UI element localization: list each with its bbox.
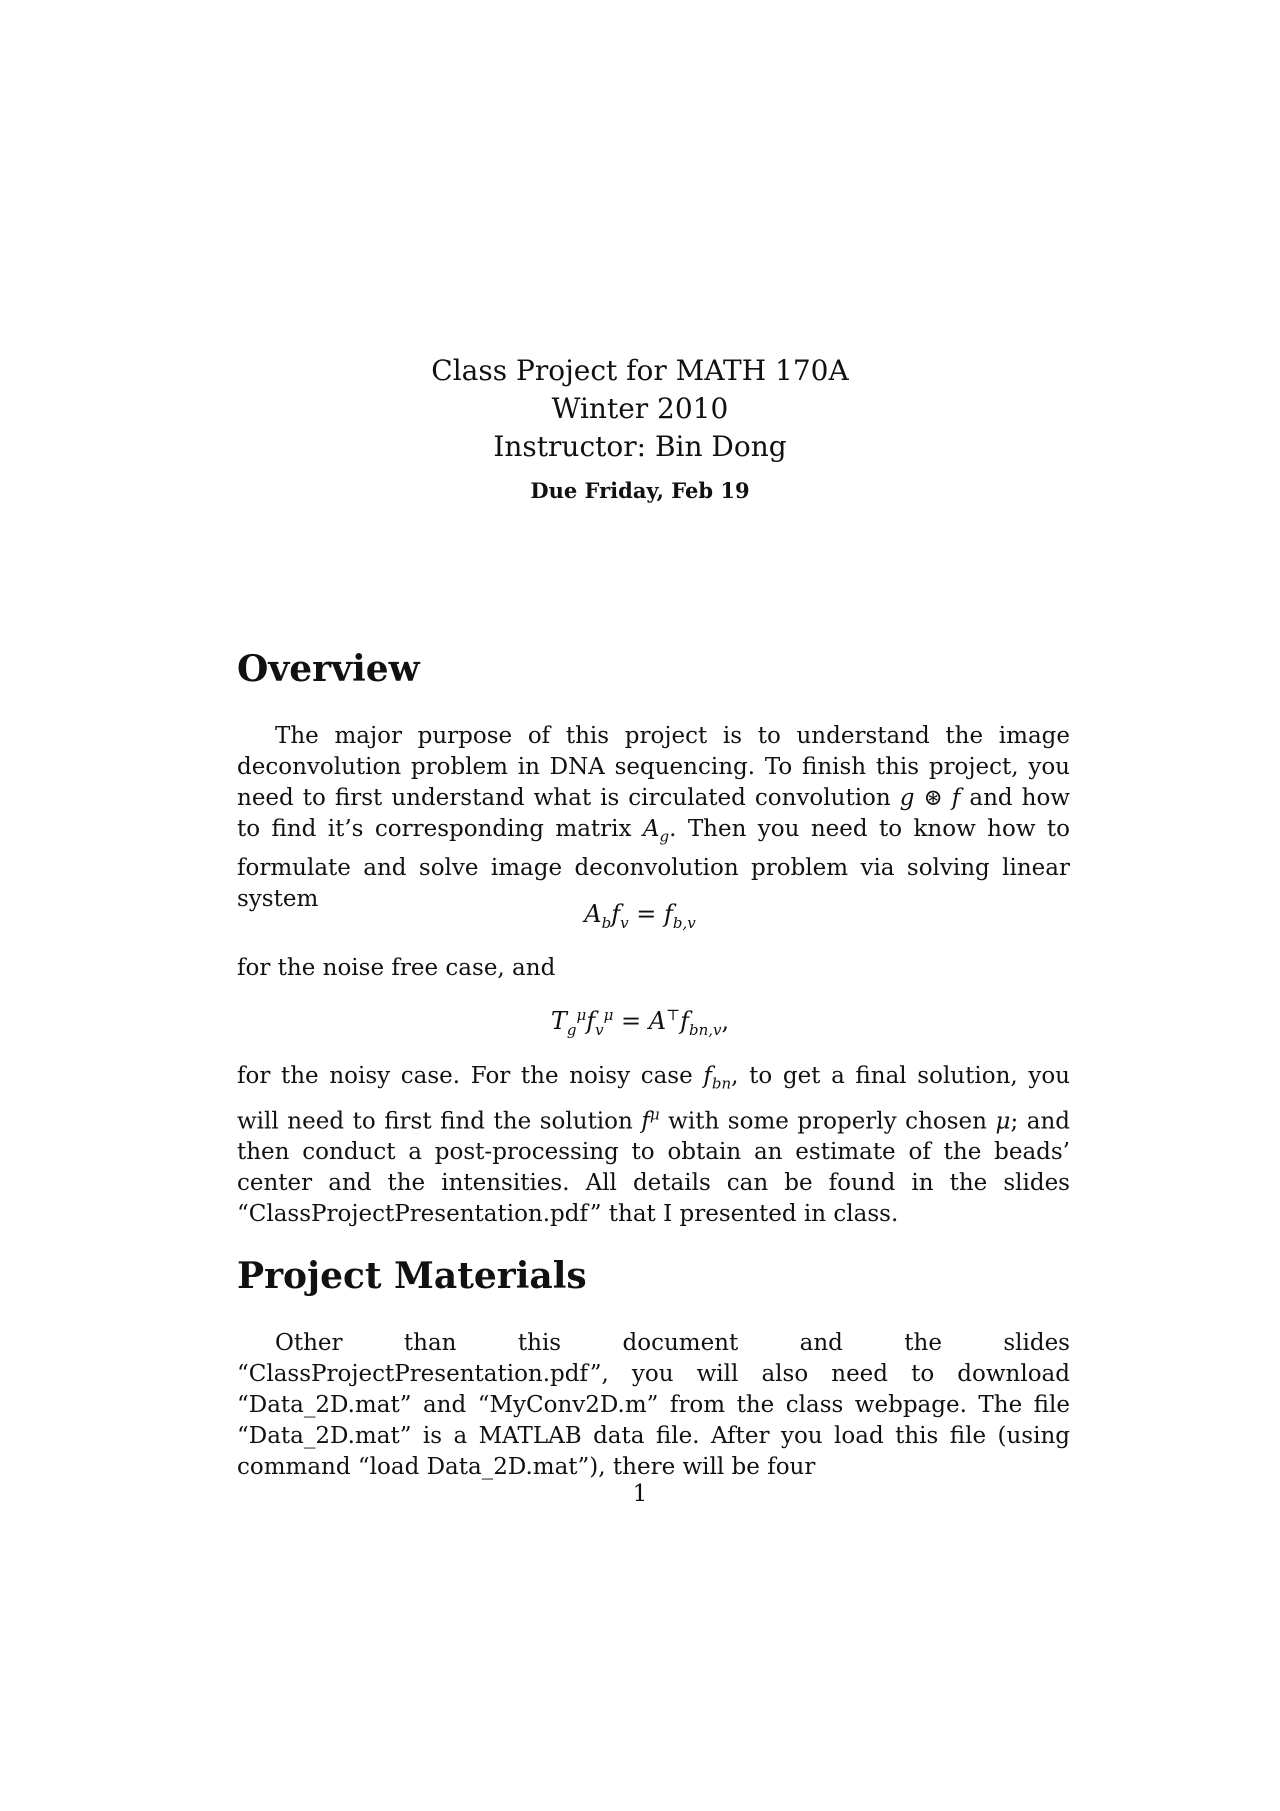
text: and how to find it’s corresponding matrix — [237, 785, 1070, 842]
text: . Then you need to know how to formulate and solve image deconvolution problem via solving linear system — [237, 816, 1071, 912]
text: with some properly chosen — [659, 1108, 996, 1135]
text: , to get a final solution, you will need to first find the solution — [237, 1063, 1070, 1135]
instructor: Instructor: Bin Dong — [493, 430, 787, 463]
convolution-expression: g ⊛ f — [899, 785, 961, 811]
course-title: Class Project for MATH 170A — [431, 354, 849, 387]
text: The major purpose of this project is to understand the image deconvolution problem in DNA sequencing. To finish this project, you need to first understand what is circulated convolution — [237, 723, 1070, 811]
overview-paragraph-2 — [237, 1061, 1070, 1230]
solution-symbol: $f^\mu$ — [641, 1105, 660, 1135]
project-materials-heading: Project Materials — [237, 1255, 587, 1297]
mu-symbol: μ — [995, 1108, 1011, 1135]
equation-noise-free: $A_bf_v = f_{b,v}$ — [584, 900, 696, 932]
matrix-symbol: $A_g$ — [642, 816, 670, 846]
due-date: Due Friday, Feb 19 — [530, 478, 750, 503]
overview-heading: Overview — [237, 648, 420, 690]
text: for the noisy case. For the noisy case — [237, 1063, 704, 1089]
noisy-data-symbol: $f_{bn}$ — [703, 1063, 732, 1093]
noise-free-text: for the noise free case, and — [237, 955, 556, 981]
materials-paragraph: Other than this document and the slides “ClassProjectPresentation.pdf”, you will also need to download “Data_2D.mat” and “MyConv2D.m” from the class webpage. The file “Data_2D.mat” is a MATLAB data file. After you load this file (using command “load Data_2D.mat”), there will be four — [237, 1330, 1070, 1480]
equation-noisy: $T_g^\mu f_v^\mu = A^⊤f_{bn,v}$, — [550, 1006, 730, 1039]
text: ; and then conduct a post-processing to obtain an estimate of the beads’ center and the intensities. All details can be found in the slides “ClassProjectPresentation.pdf” that I presented in class. — [237, 1108, 1070, 1228]
page-number: 1 — [632, 1481, 648, 1507]
overview-paragraph-1 — [237, 721, 1070, 915]
term: Winter 2010 — [551, 392, 729, 425]
title-block — [0, 352, 1280, 506]
